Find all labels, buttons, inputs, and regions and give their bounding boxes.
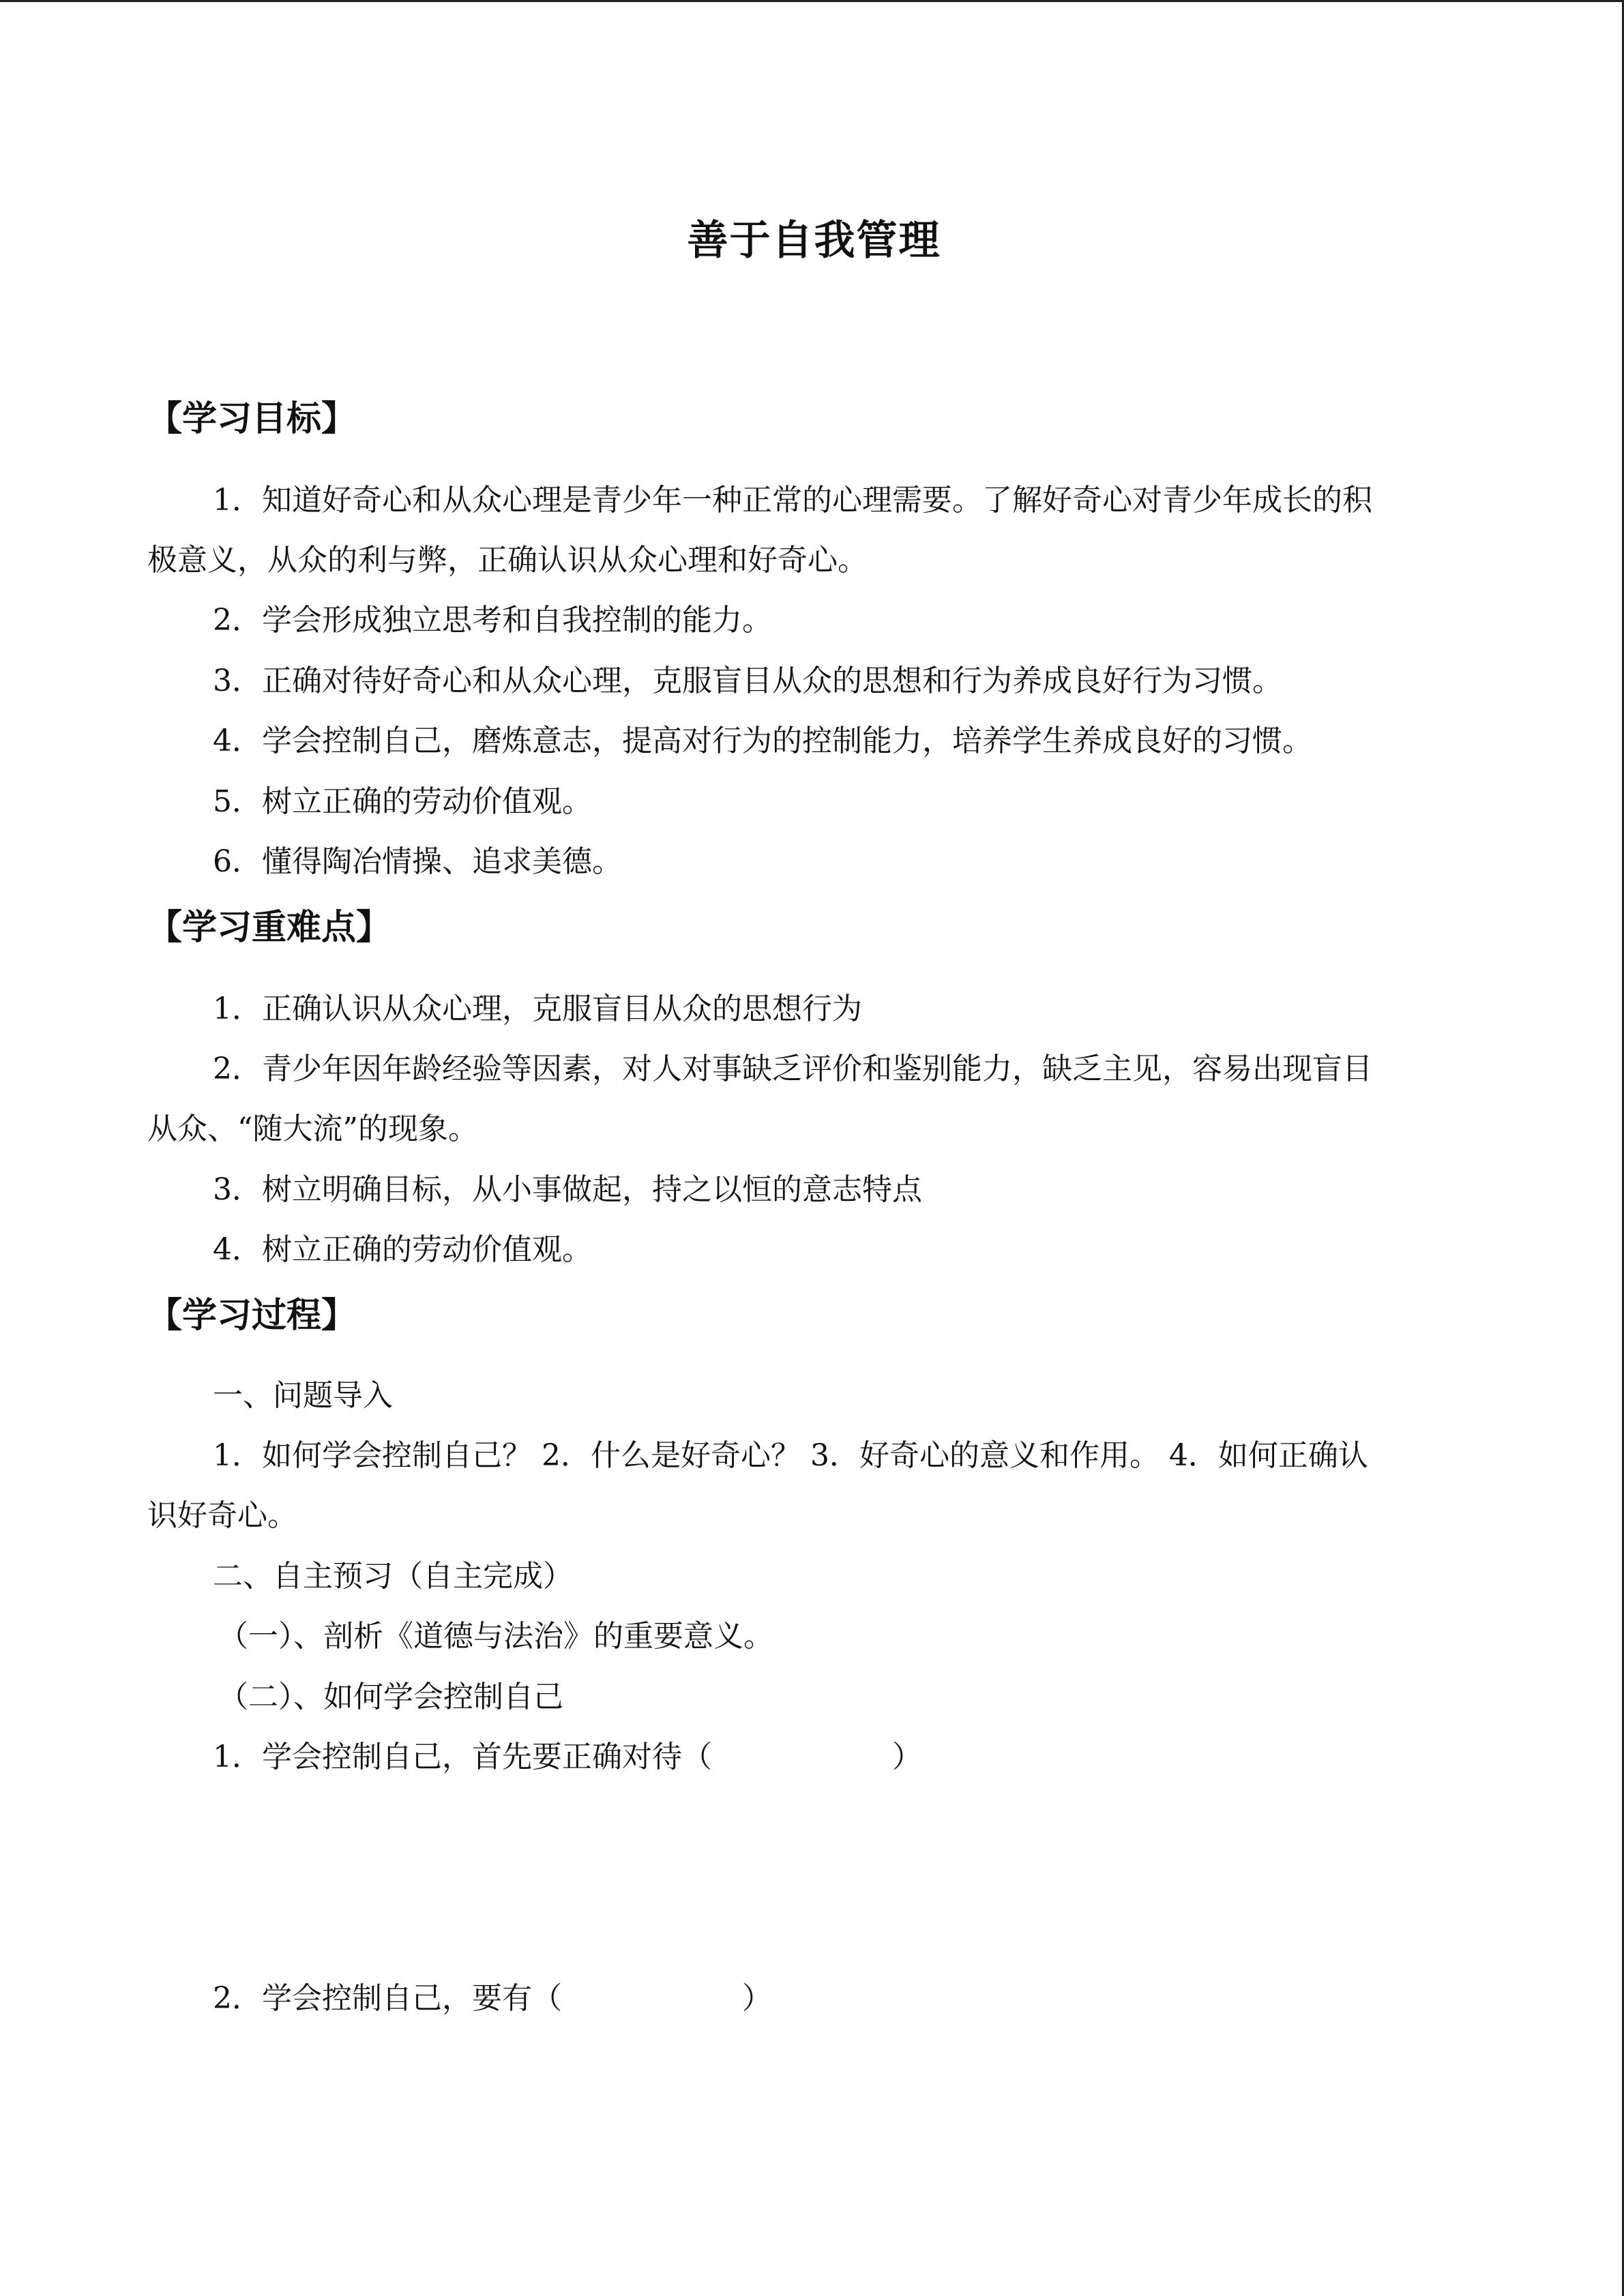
process-line: （二）、如何学会控制自己 [218, 1680, 563, 1714]
goal-line: 2．学会形成独立思考和自我控制的能力。 [213, 603, 772, 638]
key-point-line: 2．青少年因年龄经验等因素，对人对事缺乏评价和鉴别能力，缺乏主见，容易出现盲目 [213, 1052, 1372, 1086]
goal-line: 6．懂得陶冶情操、追求美德。 [213, 844, 622, 879]
process-line: （一）、剖析《道德与法治》的重要意义。 [218, 1619, 773, 1654]
process-line: 二、自主预习（自主完成） [213, 1559, 573, 1594]
page-top-border [0, 0, 1624, 2]
key-point-line: 3．树立明确目标，从小事做起，持之以恒的意志特点 [213, 1172, 922, 1207]
key-point-line: 从众、“随大流”的现象。 [147, 1112, 478, 1146]
section-heading-process: 【学习过程】 [147, 1296, 357, 1336]
process-line: 一、问题导入 [213, 1378, 393, 1413]
process-line: 识好奇心。 [147, 1498, 297, 1533]
goal-line: 4．学会控制自己，磨炼意志，提高对行为的控制能力，培养学生养成良好的习惯。 [213, 724, 1312, 758]
goal-line: 5．树立正确的劳动价值观。 [213, 784, 592, 819]
fill-in-blank-line: 2．学会控制自己，要有（ ） [213, 1981, 772, 2016]
key-point-line: 1．正确认识从众心理，克服盲目从众的思想行为 [213, 992, 862, 1026]
section-heading-goals: 【学习目标】 [147, 399, 357, 439]
fill-in-blank-line: 1．学会控制自己，首先要正确对待（ ） [213, 1740, 922, 1774]
section-heading-key-points: 【学习重难点】 [147, 908, 392, 948]
goal-line: 极意义，从众的利与弊，正确认识从众心理和好奇心。 [147, 543, 868, 578]
document-title: 善于自我管理 [687, 217, 941, 265]
process-line: 1．如何学会控制自己？ 2．什么是好奇心？ 3．好奇心的意义和作用。 4．如何正确认 [213, 1438, 1368, 1473]
goal-line: 1．知道好奇心和从众心理是青少年一种正常的心理需要。了解好奇心对青少年成长的积 [213, 483, 1372, 518]
goal-line: 3．正确对待好奇心和从众心理，克服盲目从众的思想和行为养成良好行为习惯。 [213, 664, 1282, 698]
key-point-line: 4．树立正确的劳动价值观。 [213, 1232, 592, 1267]
